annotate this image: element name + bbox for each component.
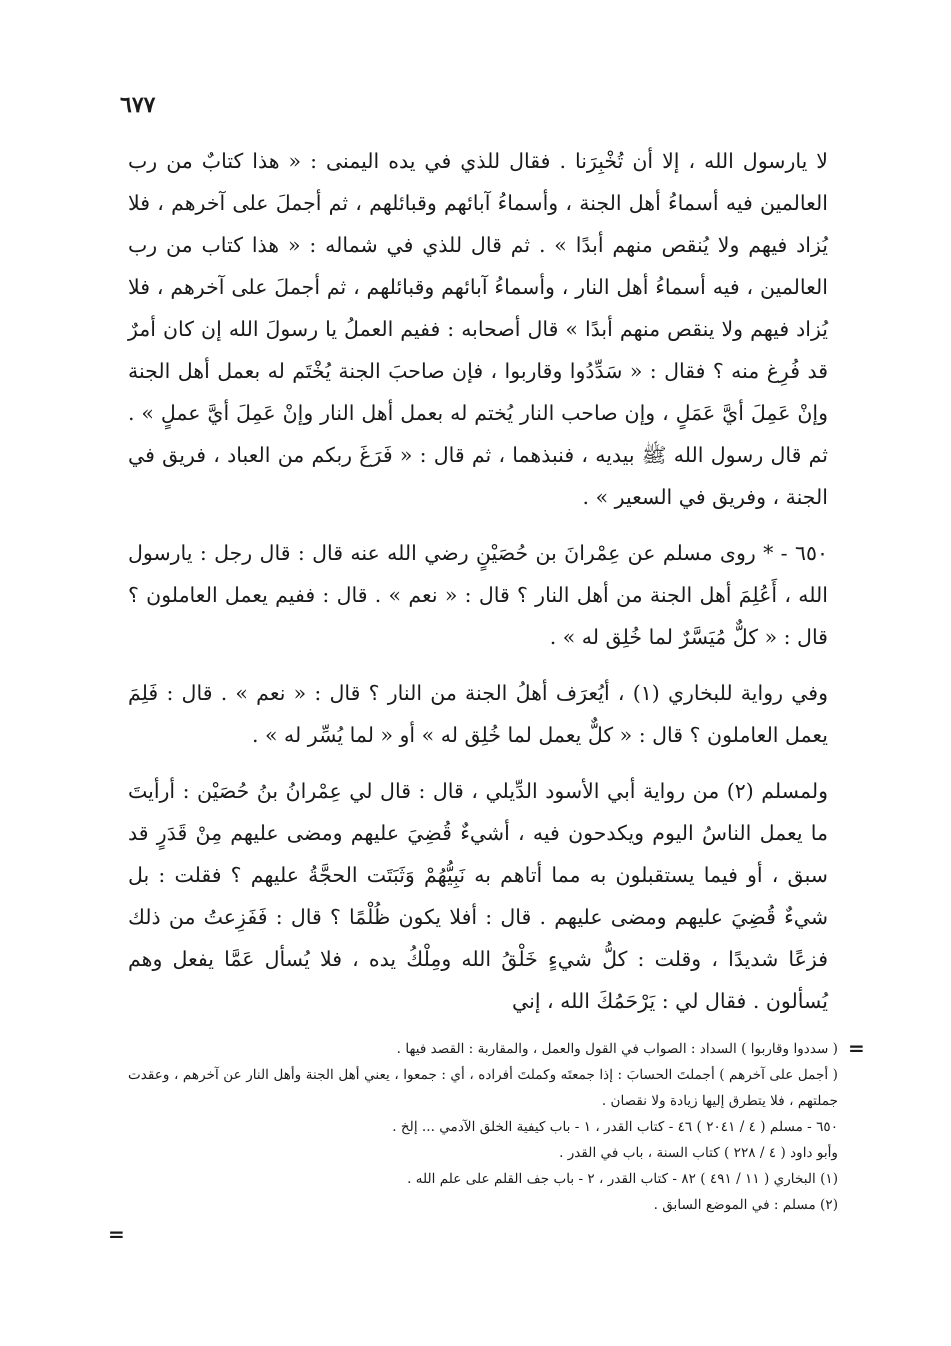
paragraph-muslim-narration: ولمسلم (٢) من رواية أبي الأسود الدِّيلي ، قال : قال لي عِمْرانُ بنُ حُصَيْن : أرأيتَ ما يعمل الناسُ اليوم ويكدحون فيه ، أشيءٌ قُضِيَ عليهم ومضى عليهم مِنْ قَدَرٍ قد سبق ، أو فيما يستقبلون به مما أتاهم به نَبِيُّهُمْ وَثَبَتَت الحجَّةُ عليهم ؟ فقلت : بل شيءٌ قُضِيَ عليهم ومضى عليهم . قال : أفلا يكون ظُلْمًا ؟ قال : فَفَزِعتُ من ذلك فزعًا شديدًا ، وقلت : كلُّ شيءٍ خَلْقُ الله ومِلْكُ يده ، فلا يُسأل عَمَّا يفعل وهم يُسألون . فقال لي : يَرْحَمُكَ الله ، إني: [128, 779, 828, 1013]
footnote-2: (٢) مسلم : في الموضع السابق .: [653, 1197, 838, 1213]
main-text: [128, 140, 828, 1022]
page-number: ٦٧٧: [120, 92, 156, 118]
footnote-continuation-mark-top: =: [848, 1036, 865, 1060]
paragraph-hadith-650: ٦٥٠ - * روى مسلم عن عِمْرانَ بن حُصَيْنٍ رضي الله عنه قال : قال رجل : يارسول الله ، أَعُلِمَ أهل الجنة من أهل النار ؟ قال : « نعم » . قال : ففيم يعمل العاملون ؟ قال : « كلٌّ مُيَسَّرٌ لما خُلِق له » .: [128, 541, 828, 649]
footnote-ajmala: ( أجمل على آخرهم ) أجملتَ الحسابَ : إذا جمعتَه وكملتَ أفراده ، أي : جمعوا ، يعني أهل الجنة وأهل النار عن آخرهم ، وعقدت جملتهم ، فلا يتطرق إليها زيادة ولا نقصان .: [128, 1067, 838, 1109]
paragraph-bukhari-narration: وفي رواية للبخاري (١) ، أيُعرَف أهلُ الجنة من النار ؟ قال : « نعم » . قال : فَلِمَ يعمل العاملون ؟ قال : « كلٌّ يعمل لما خُلِق له » أو « لما يُسِّر له » .: [128, 681, 828, 747]
footnotes: [128, 1036, 838, 1218]
paragraph-hadith-continuation: لا يارسول الله ، إلا أن تُخْبِرَنا . فقال للذي في يده اليمنى : « هذا كتابٌ من رب العالمين فيه أسماءُ أهل الجنة ، وأسماءُ آبائهم وقبائلهم ، ثم أجملَ على آخرهم ، فلا يُزاد فيهم ولا يُنقص منهم أبدًا » . ثم قال للذي في شماله : « هذا كتاب من رب العالمين ، فيه أسماءُ أهل النار ، وأسماءُ آبائهم وقبائلهم ، ثم أجملَ على آخرهم ، فلا يُزاد فيهم ولا ينقص منهم أبدًا » قال أصحابه : ففيم العملُ يا رسولَ الله إن كان أمرٌ قد فُرِغ منه ؟ فقال : « سَدِّدُوا وقاربوا ، فإن صاحبَ الجنة يُخْتَم له بعمل أهل الجنة وإنْ عَمِلَ أيَّ عَمَلٍ ، وإن صاحب النار يُختم له بعمل أهل النار وإنْ عَمِلَ أيَّ عملٍ » . ثم قال رسول الله ﷺ بيديه ، فنبذهما ، ثم قال : « فَرَغَ ربكم من العباد ، فريق في الجنة ، وفريق في السعير » .: [128, 149, 829, 509]
footnote-continuation-mark-bottom: =: [108, 1222, 125, 1246]
footnote-source-muslim: ٦٥٠ - مسلم ( ٤ / ٢٠٤١ ) ٤٦ - كتاب القدر ، ١ - باب كيفية الخلق الآدمي ... إلخ .: [392, 1119, 838, 1135]
footnote-saddidu: ( سددوا وقاربوا ) السداد : الصواب في القول والعمل ، والمقاربة : القصد فيها .: [396, 1041, 838, 1057]
footnote-source-abu-dawud: وأبو داود ( ٤ / ٢٢٨ ) كتاب السنة ، باب في القدر .: [559, 1145, 838, 1161]
footnote-1: (١) البخاري ( ١١ / ٤٩١ ) ٨٢ - كتاب القدر ، ٢ - باب جف القلم على علم الله .: [407, 1171, 838, 1187]
